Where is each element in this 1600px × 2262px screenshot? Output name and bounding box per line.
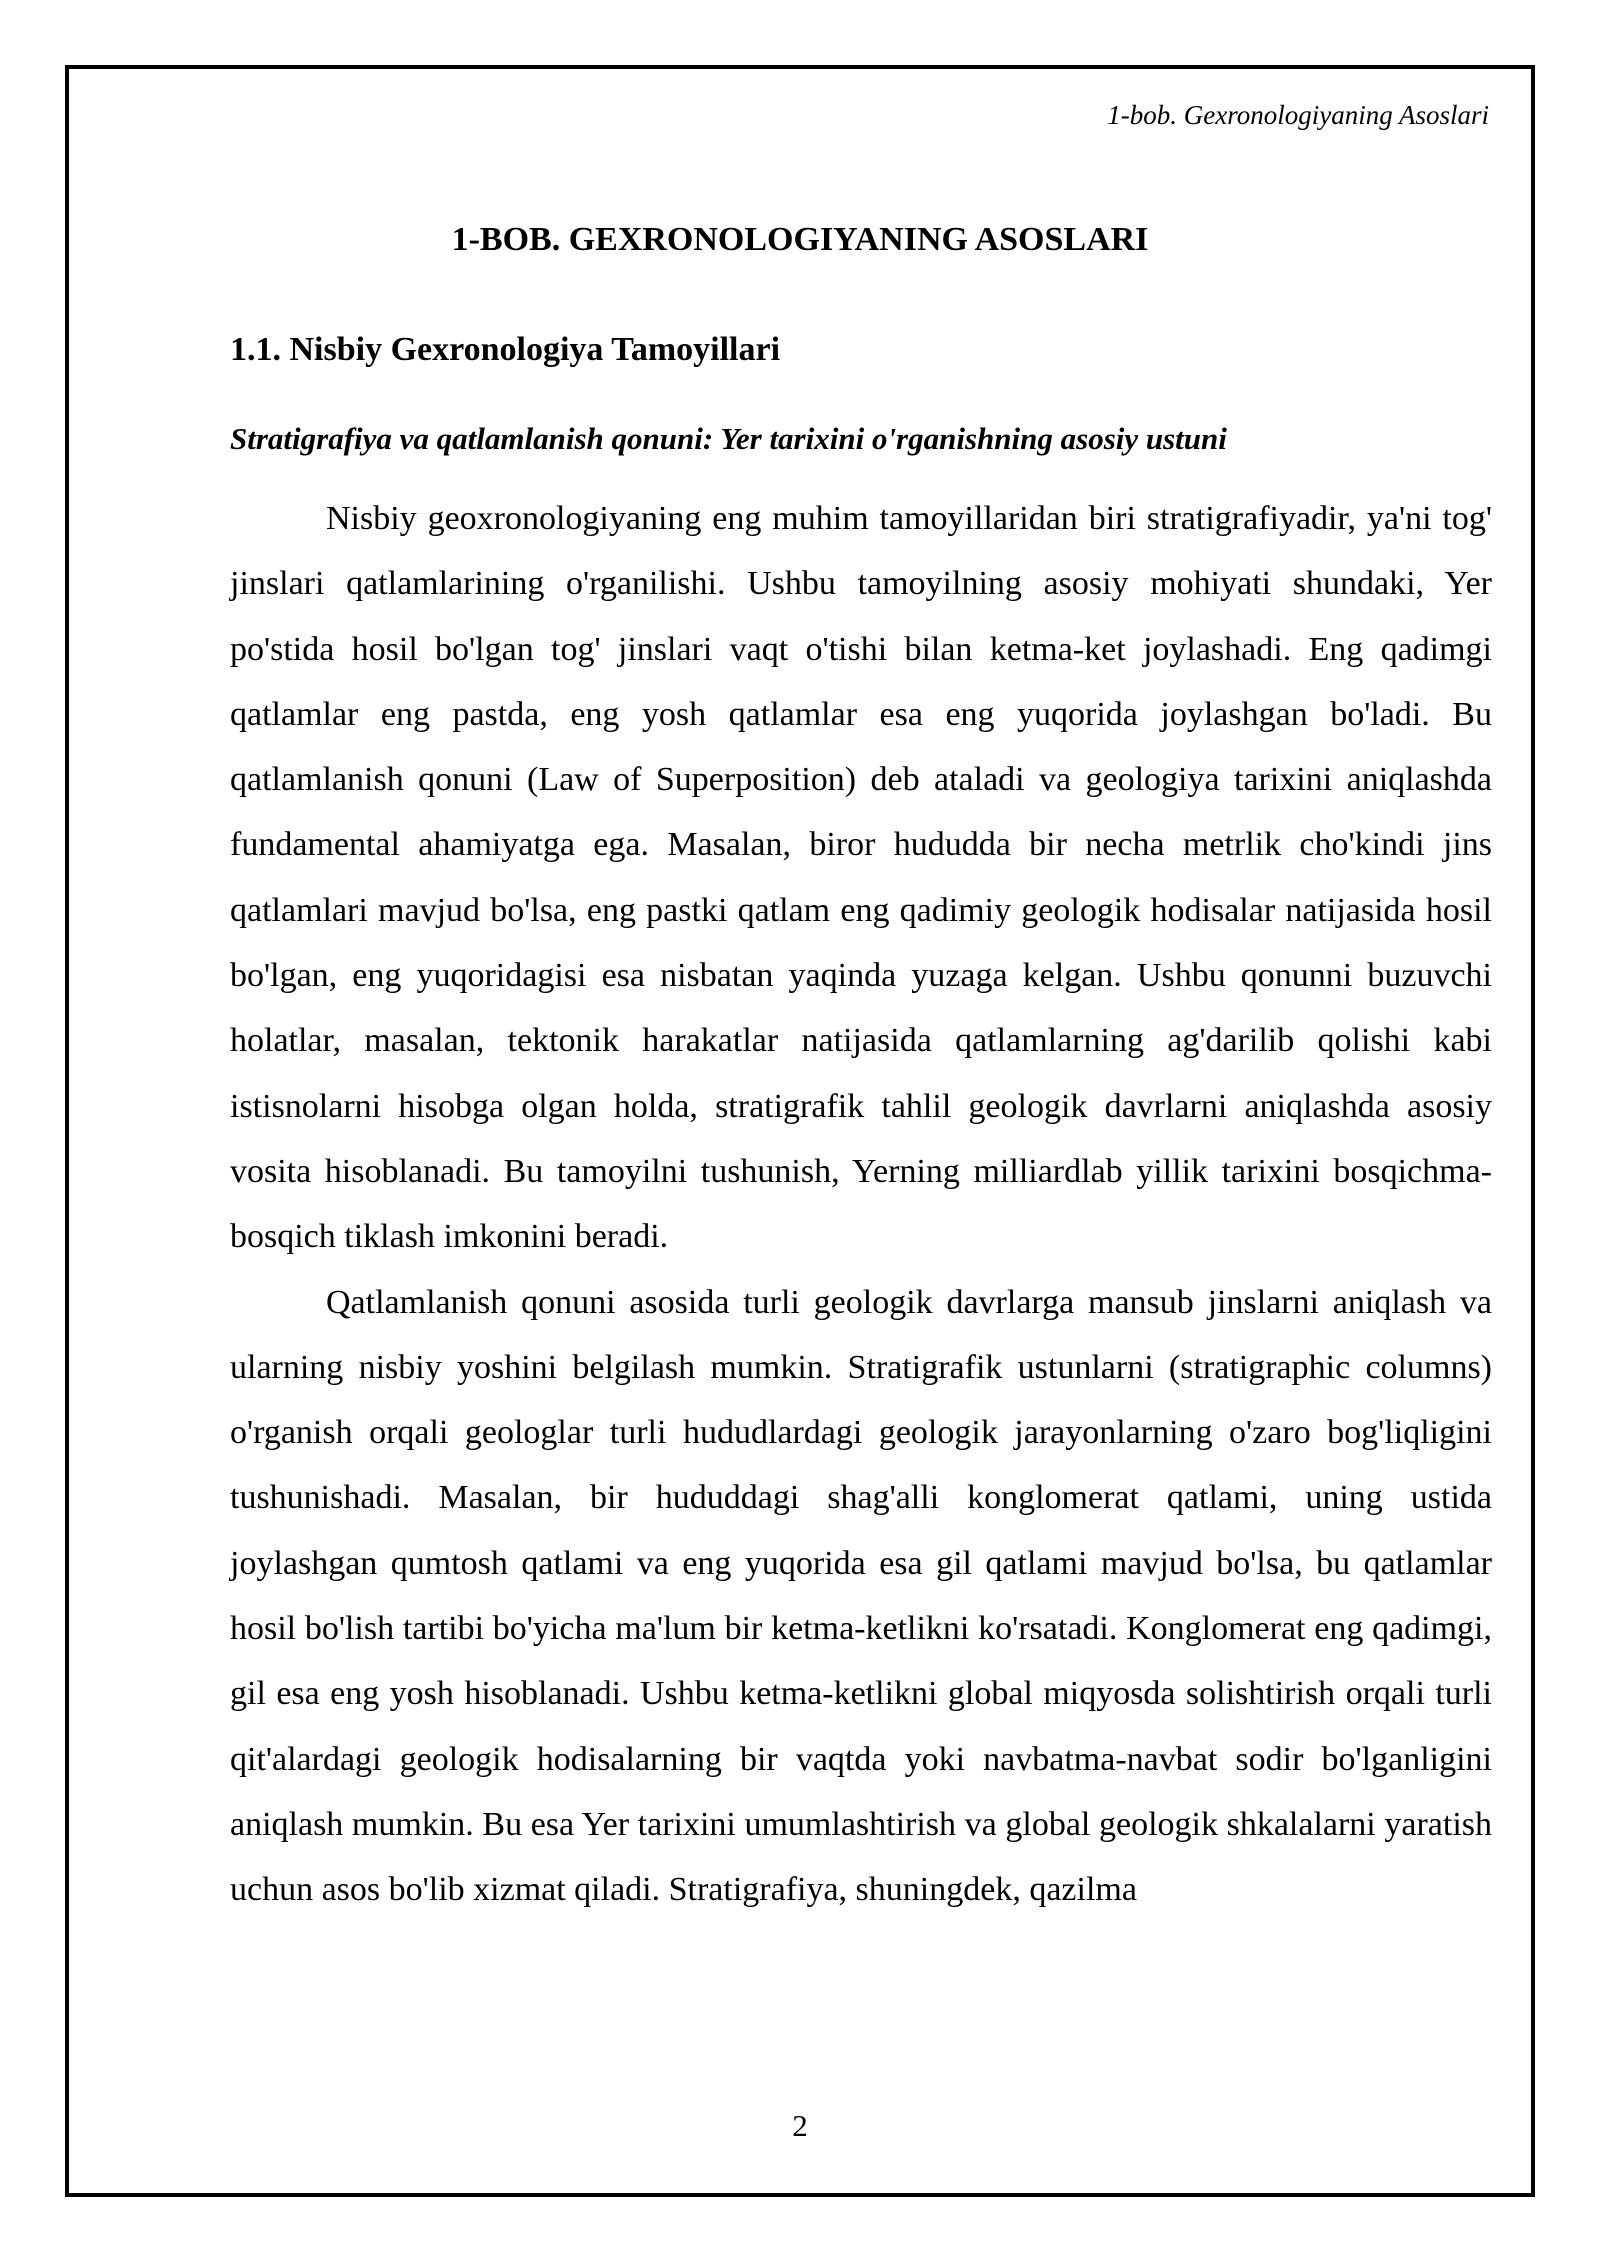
section-title: 1.1. Nisbiy Gexronologiya Tamoyillari xyxy=(230,331,781,368)
paragraph: Nisbiy geoxronologiyaning eng muhim tamoyillaridan biri stratigrafiyadir, ya'ni tog' jinslari qatlamlarining o'rganilishi. Ushbu tamoyilning asosiy mohiyati shundaki, Yer po'stida hosil bo'lgan tog' jinslari vaqt o'tishi bilan ketma-ket joylashadi. Eng qadimgi qatlamlar eng pastda, eng yosh qatlamlar esa eng yuqorida joylashgan bo'ladi. Bu qatlamlanish qonuni (Law of Superposition) deb ataladi va geologiya tarixini aniqlashda fundamental ahamiyatga ega. Masalan, biror hududda bir necha metrlik cho'kindi jins qatlamlari mavjud bo'lsa, eng pastki qatlam eng qadimiy geologik hodisalar natijasida hosil bo'lgan, eng yuqoridagisi esa nisbatan yaqinda yuzaga kelgan. Ushbu qonunni buzuvchi holatlar, masalan, tektonik harakatlar natijasida qatlamlarning ag'darilib qolishi kabi istisnolarni hisobga olgan holda, stratigrafik tahlil geologik davrlarni aniqlashda asosiy vosita hisoblanadi. Bu tamoyilni tushunish, Yerning milliardlab yillik tarixini bosqichma-bosqich tiklash imkonini beradi. xyxy=(230,500,1492,1256)
chapter-title: 1-BOB. GEXRONOLOGIYANING ASOSLARI xyxy=(451,221,1149,258)
page-number: 2 xyxy=(792,2108,808,2143)
subsection-title: Stratigrafiya va qatlamlanish qonuni: Yer tarixini o'rganishning asosiy ustuni xyxy=(230,421,1227,456)
paragraph: Qatlamlanish qonuni asosida turli geologik davrlarga mansub jinslarni aniqlash va ularning nisbiy yoshini belgilash mumkin. Stratigrafik ustunlarni (stratigraphic columns) o'rganish orqali geologlar turli hududlardagi geologik jarayonlarning o'zaro bog'liqligini tushunishadi. Masalan, bir hududdagi shag'alli konglomerat qatlami, uning ustida joylashgan qumtosh qatlami va eng yuqorida esa gil qatlami mavjud bo'lsa, bu qatlamlar hosil bo'lish tartibi bo'yicha ma'lum bir ketma-ketlikni ko'rsatadi. Konglomerat eng qadimgi, gil esa eng yosh hisoblanadi. Ushbu ketma-ketlikni global miqyosda solishtirish orqali turli qit'alardagi geologik hodisalarning bir vaqtda yoki navbatma-navbat sodir bo'lganligini aniqlash mumkin. Bu esa Yer tarixini umumlashtirish va global geologik shkalalarni yaratish uchun asos bo'lib xizmat qiladi. Stratigrafiya, shuningdek, qazilma xyxy=(230,1283,1492,1909)
body-text xyxy=(230,486,1492,1923)
running-header: 1-bob. Gexronologiyaning Asoslari xyxy=(1107,100,1489,130)
